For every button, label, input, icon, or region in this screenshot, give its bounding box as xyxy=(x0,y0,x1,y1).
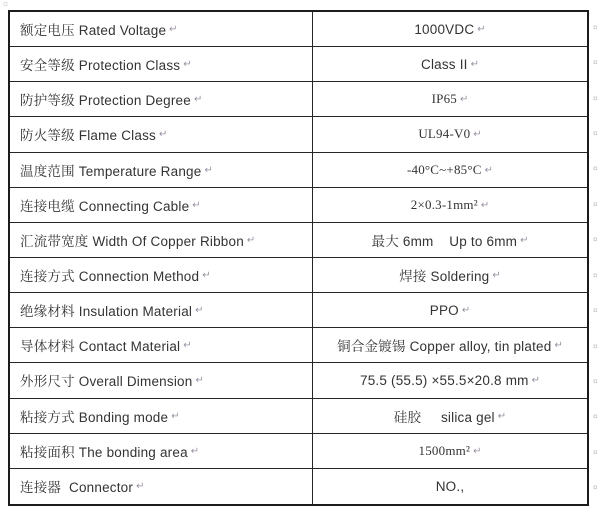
paragraph-mark-icon: ↵ xyxy=(204,164,213,176)
spec-value-cell[interactable] xyxy=(313,293,587,327)
spec-value: 75.5 (55.5) ×55.5×20.8 mm xyxy=(360,372,529,388)
spec-value-cell[interactable] xyxy=(313,328,587,362)
paragraph-mark-icon: ↵ xyxy=(531,375,540,387)
paragraph-mark-icon: ↵ xyxy=(484,164,494,176)
paragraph-mark-icon: ↵ xyxy=(190,445,200,457)
table-row xyxy=(10,399,587,434)
paragraph-mark-icon: ↵ xyxy=(171,410,180,422)
spec-value-cell[interactable] xyxy=(313,258,587,292)
table-row xyxy=(10,293,587,328)
row-end-mark-icon: ¤ xyxy=(593,93,598,103)
spec-label: 防火等级 Flame Class xyxy=(20,128,156,144)
spec-value: 2×0.3-1mm² xyxy=(410,196,478,212)
row-end-mark-icon: ¤ xyxy=(593,58,598,68)
spec-label: 连接电缆 Connecting Cable xyxy=(20,198,190,214)
paragraph-mark-icon: ↵ xyxy=(473,129,482,141)
spec-value: 铜合金镀锡 Copper alloy, tin plated xyxy=(337,339,552,355)
spec-label-cell[interactable] xyxy=(10,223,313,257)
spec-value-cell[interactable] xyxy=(313,153,587,187)
spec-value-cell[interactable] xyxy=(313,434,587,468)
spec-value: 1500mm² xyxy=(418,442,471,458)
spec-value: Class II xyxy=(421,56,468,72)
spec-label: 外形尺寸 Overall Dimension xyxy=(20,374,193,390)
paragraph-mark-icon: ↵ xyxy=(492,270,501,282)
table-row xyxy=(10,153,587,188)
row-end-mark-icon: ¤ xyxy=(593,235,598,245)
paragraph-mark-icon: ↵ xyxy=(470,59,479,71)
spec-label-cell[interactable] xyxy=(10,153,313,187)
spec-value: 焊接 Soldering xyxy=(399,269,490,285)
spec-label-cell[interactable] xyxy=(10,117,313,151)
row-end-marks xyxy=(593,10,603,506)
spec-label-cell[interactable] xyxy=(10,293,313,327)
spec-value: 硅胶 silica gel xyxy=(393,409,495,425)
paragraph-mark-icon: ↵ xyxy=(193,94,203,106)
table-row xyxy=(10,223,587,258)
spec-value-cell[interactable] xyxy=(313,188,587,222)
spec-label-cell[interactable] xyxy=(10,47,313,81)
spec-label-cell[interactable] xyxy=(10,469,313,504)
spec-value-cell[interactable] xyxy=(313,469,587,504)
row-end-mark-icon: ¤ xyxy=(593,447,598,457)
row-end-mark-icon: ¤ xyxy=(593,128,598,138)
paragraph-mark-icon: ↵ xyxy=(183,340,192,352)
spec-table xyxy=(8,10,589,506)
spec-value-cell[interactable] xyxy=(313,363,587,397)
paragraph-mark-icon: ↵ xyxy=(520,234,529,246)
spec-value-cell[interactable] xyxy=(313,399,587,433)
spec-label: 温度范围 Temperature Range xyxy=(20,163,202,179)
spec-value: UL94-V0 xyxy=(418,126,471,142)
spec-label: 绝缘材料 Insulation Material xyxy=(20,304,193,320)
spec-label: 防护等级 Protection Degree xyxy=(20,93,191,109)
spec-label: 导体材料 Contact Material xyxy=(20,339,181,355)
spec-label: 汇流带宽度 Width Of Copper Ribbon xyxy=(20,233,244,249)
spec-value-cell[interactable] xyxy=(313,223,587,257)
row-end-mark-icon: ¤ xyxy=(593,341,598,351)
corner-artifact-mark: ¤ xyxy=(3,0,9,9)
spec-value-cell[interactable] xyxy=(313,12,587,46)
spec-label-cell[interactable] xyxy=(10,82,313,116)
row-end-mark-icon: ¤ xyxy=(593,376,598,386)
spec-label-cell[interactable] xyxy=(10,363,313,397)
paragraph-mark-icon: ↵ xyxy=(480,199,490,211)
spec-label: 安全等级 Protection Class xyxy=(20,58,181,74)
paragraph-mark-icon: ↵ xyxy=(477,24,486,36)
table-row xyxy=(10,434,587,469)
spec-label-cell[interactable] xyxy=(10,328,313,362)
spec-label: 粘接方式 Bonding mode xyxy=(20,409,169,425)
paragraph-mark-icon: ↵ xyxy=(246,234,256,246)
spec-label-cell[interactable] xyxy=(10,399,313,433)
spec-label-cell[interactable] xyxy=(10,12,313,46)
paragraph-mark-icon: ↵ xyxy=(459,94,469,106)
table-row xyxy=(10,12,587,47)
row-end-mark-icon: ¤ xyxy=(593,22,598,32)
spec-label: 连接方式 Connection Method xyxy=(20,269,200,285)
table-row xyxy=(10,82,587,117)
spec-label: 额定电压 Rated Voltage xyxy=(20,23,167,39)
paragraph-mark-icon: ↵ xyxy=(192,199,201,211)
paragraph-mark-icon: ↵ xyxy=(195,375,204,387)
row-end-mark-icon: ¤ xyxy=(593,412,598,422)
paragraph-mark-icon: ↵ xyxy=(136,481,145,493)
row-end-mark-icon: ¤ xyxy=(593,483,598,493)
spec-label: 粘接面积 The bonding area xyxy=(20,444,188,460)
table-row xyxy=(10,117,587,152)
spec-value: -40°C~+85°C xyxy=(406,161,482,177)
paragraph-mark-icon: ↵ xyxy=(183,59,192,71)
paragraph-mark-icon: ↵ xyxy=(473,445,482,457)
spec-value: PPO xyxy=(429,302,459,318)
table-row xyxy=(10,469,587,504)
spec-label-cell[interactable] xyxy=(10,434,313,468)
paragraph-mark-icon: ↵ xyxy=(497,410,507,422)
spec-value: IP65 xyxy=(431,91,457,107)
table-row xyxy=(10,47,587,82)
spec-value-cell[interactable] xyxy=(313,47,587,81)
spec-value: 最大 6mm Up to 6mm xyxy=(371,233,518,249)
table-row xyxy=(10,258,587,293)
paragraph-mark-icon: ↵ xyxy=(554,340,563,352)
paragraph-mark-icon: ↵ xyxy=(158,129,168,141)
paragraph-mark-icon: ↵ xyxy=(195,305,204,317)
spec-value: 1000VDC xyxy=(414,21,475,37)
spec-label: 连接器 Connector xyxy=(20,480,134,496)
row-end-mark-icon: ¤ xyxy=(593,164,598,174)
spec-label-cell[interactable] xyxy=(10,258,313,292)
table-row xyxy=(10,188,587,223)
table-row xyxy=(10,363,587,398)
spec-label-cell[interactable] xyxy=(10,188,313,222)
spec-value: NO., xyxy=(435,478,465,494)
spec-value-cell[interactable] xyxy=(313,82,587,116)
paragraph-mark-icon: ↵ xyxy=(169,24,178,36)
row-end-mark-icon: ¤ xyxy=(593,306,598,316)
paragraph-mark-icon: ↵ xyxy=(461,305,471,317)
paragraph-mark-icon: ↵ xyxy=(202,270,211,282)
row-end-mark-icon: ¤ xyxy=(593,199,598,209)
spec-value-cell[interactable] xyxy=(313,117,587,151)
table-row xyxy=(10,328,587,363)
row-end-mark-icon: ¤ xyxy=(593,270,598,280)
